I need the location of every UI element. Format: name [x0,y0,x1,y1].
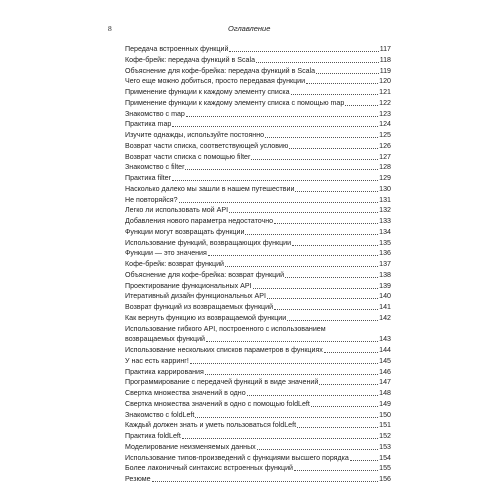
toc-entry-page: 136 [379,249,391,258]
running-title: Оглавление [228,24,271,33]
toc-entry-page: 119 [379,66,391,75]
toc-entry-page: 117 [379,45,391,53]
toc-dot-leader [186,116,378,117]
toc-entry-title: Использование типов-произведений с функциями высшего порядка [125,453,349,462]
toc-entry[interactable] [125,420,391,431]
toc-entry-title: Свертка множества значений в одно с помощью foldLeft [125,399,310,408]
toc-entry[interactable] [125,270,391,281]
toc-entry[interactable] [125,399,391,410]
toc-entry[interactable] [125,141,391,152]
toc-entry-page: 135 [379,238,391,247]
toc-entry[interactable] [125,87,391,98]
toc-dot-leader [229,212,378,213]
toc-entry-page: 134 [379,227,391,236]
toc-entry-title: Моделирование неизменяемых данных [125,442,256,451]
toc-entry-page: 156 [379,475,391,483]
toc-dot-leader [245,234,378,235]
toc-dot-leader [229,51,378,52]
toc-entry-title: Более лаконичный синтаксис встроенных функций [125,464,294,473]
toc-entry-page: 155 [379,464,391,473]
toc-entry-title: Знакомство с map [125,109,185,118]
toc-entry-page: 140 [379,292,391,301]
toc-entry[interactable] [125,291,391,302]
toc-dot-leader [291,94,379,95]
toc-entry[interactable] [125,66,391,77]
toc-entry[interactable] [125,216,391,227]
toc-dot-leader [287,320,378,321]
toc-entry-title: Кофе-брейк: передача функций в Scala [125,55,256,64]
toc-entry[interactable] [125,205,391,216]
toc-entry[interactable] [125,463,391,474]
toc-entry-page: 139 [379,281,391,290]
toc-dot-leader [289,148,378,149]
toc-dot-leader [182,438,378,439]
toc-entry-title: Функции — это значения [125,249,207,258]
toc-dot-leader [295,191,378,192]
toc-entry[interactable] [125,76,391,87]
toc-entry[interactable] [125,130,391,141]
toc-entry-title: Знакомство с foldLeft [125,410,195,419]
toc-entry[interactable] [125,44,391,55]
toc-entry-page: 118 [379,55,391,64]
toc-entry-page: 132 [379,206,391,215]
toc-entry[interactable] [125,367,391,378]
toc-entry-page: 145 [379,356,391,365]
toc-entry-title: Практика filter [125,174,171,182]
toc-entry-title: Свертка множества значений в одно [125,389,246,397]
toc-entry-title: Кофе-брейк: возврат функций [125,260,225,268]
toc-entry[interactable] [125,324,391,335]
toc-entry-title: Функции могут возвращать функции [125,227,245,236]
toc-entry-page: 126 [379,141,391,150]
toc-entry[interactable] [125,281,391,292]
toc-dot-leader [319,384,378,385]
toc-entry-title: Применение функции к каждому элементу списка с помощью map [125,98,345,107]
toc-entry-page: 120 [379,77,391,86]
toc-entry[interactable] [125,410,391,421]
toc-entry[interactable] [125,377,391,388]
toc-entry-page: 128 [379,163,391,172]
toc-dot-leader [205,374,378,375]
toc-dot-leader [256,62,379,63]
toc-entry-title: Возврат части списка, соответствующей условию [125,141,289,150]
toc-entry[interactable] [125,152,391,163]
toc-entry-title: Программирование с передачей функций в виде значений [125,378,319,387]
table-of-contents [125,44,391,485]
toc-entry-page: 149 [379,399,391,408]
toc-entry-page: 127 [379,152,391,161]
toc-dot-leader [172,126,378,127]
toc-dot-leader [251,159,378,160]
toc-dot-leader [294,470,378,471]
toc-entry-title: Использование функций, возвращающих функции [125,238,292,247]
toc-entry[interactable] [125,453,391,464]
toc-entry-page: 148 [379,389,391,397]
toc-entry[interactable] [125,356,391,367]
toc-dot-leader [274,309,378,310]
toc-dot-leader [152,481,379,482]
toc-dot-leader [257,449,378,450]
toc-entry-title: Изучите однажды, используйте постоянно [125,131,265,139]
toc-entry[interactable] [125,248,391,259]
toc-entry-page: 138 [379,270,391,279]
page-number: 8 [108,24,112,33]
toc-entry[interactable] [125,431,391,442]
toc-entry[interactable] [125,98,391,109]
toc-entry-page: 150 [379,410,391,419]
toc-dot-leader [316,73,379,74]
toc-entry-title: Итеративный дизайн функциональных API [125,292,266,301]
toc-entry-page: 141 [379,303,391,311]
toc-entry-page: 121 [379,88,391,96]
toc-entry-title: возвращаемых функций [125,335,205,344]
toc-entry-title: Практика foldLeft [125,432,181,440]
toc-entry[interactable] [125,162,391,173]
toc-entry-page: 152 [379,432,391,440]
toc-dot-leader [208,255,378,256]
toc-entry-title: Каждый должен знать и уметь пользоваться foldLeft [125,421,297,430]
toc-entry[interactable] [125,345,391,356]
toc-entry[interactable] [125,474,391,485]
toc-entry-page: 151 [379,421,391,430]
toc-entry[interactable] [125,334,391,345]
toc-dot-leader [225,266,378,267]
toc-dot-leader [265,137,378,138]
toc-entry-title: У нас есть карринг! [125,356,189,365]
toc-entry-title: Объяснение для кофе-брейка: передача функций в Scala [125,66,316,75]
toc-dot-leader [292,245,378,246]
toc-entry-page: 131 [379,195,391,204]
toc-entry[interactable] [125,109,391,120]
toc-entry-title: Использование нескольких списков параметров в функциях [125,346,323,354]
toc-entry-title: Практика map [125,120,172,129]
toc-entry[interactable] [125,388,391,399]
toc-dot-leader [185,169,378,170]
toc-dot-leader [297,427,378,428]
toc-entry-page: 143 [379,335,391,344]
toc-dot-leader [306,83,378,84]
toc-dot-leader [267,298,378,299]
toc-entry-page: 125 [379,131,391,139]
toc-entry-page: 130 [379,184,391,193]
toc-entry[interactable] [125,313,391,324]
toc-dot-leader [324,352,378,353]
toc-entry-title: Насколько далеко мы зашли в нашем путешествии [125,184,295,193]
toc-entry-page: 129 [379,174,391,182]
page-header [0,24,500,38]
toc-entry-page: 154 [379,453,391,462]
toc-dot-leader [285,277,378,278]
toc-entry[interactable] [125,238,391,249]
toc-entry-title: Не повторяйся? [125,195,178,204]
toc-dot-leader [350,460,378,461]
toc-entry-page: 147 [379,378,391,387]
toc-entry-title: Как вернуть функцию из возвращаемой функции [125,313,287,322]
toc-entry[interactable] [125,195,391,206]
toc-entry[interactable] [125,442,391,453]
toc-entry[interactable] [125,173,391,184]
toc-entry-page: 137 [379,260,391,268]
toc-entry-title: Передача встроенных функций [125,45,229,53]
toc-entry-title: Знакомство с filter [125,163,185,172]
toc-entry-page: 124 [379,120,391,129]
toc-dot-leader [172,180,378,181]
toc-entry[interactable] [125,184,391,195]
toc-dot-leader [179,202,379,203]
toc-entry-page: 144 [379,346,391,354]
toc-entry-page: 142 [379,313,391,322]
toc-entry-title: Добавления нового параметра недостаточно [125,217,274,225]
toc-entry-title: Возврат части списка с помощью filter [125,152,251,161]
toc-entry[interactable] [125,302,391,313]
toc-entry-page: 123 [379,109,391,118]
toc-entry-page: 146 [379,367,391,376]
toc-dot-leader [253,288,379,289]
toc-entry-title: Резюме [125,475,151,483]
toc-entry[interactable] [125,55,391,66]
toc-dot-leader [274,223,378,224]
toc-entry-title: Использование гибкого API, построенного с использованием [125,324,326,333]
toc-entry[interactable] [125,227,391,238]
toc-dot-leader [345,105,378,106]
toc-entry[interactable] [125,119,391,130]
toc-entry-title: Легко ли использовать мой API [125,206,229,215]
toc-entry-page: 133 [379,217,391,225]
toc-dot-leader [311,406,378,407]
toc-entry-page: 153 [379,442,391,451]
toc-dot-leader [247,395,378,396]
toc-dot-leader [195,417,378,418]
toc-entry-title: Практика каррирования [125,367,204,376]
toc-dot-leader [190,363,378,364]
toc-entry-title: Чего еще можно добиться, просто передавая функции [125,77,306,86]
toc-entry-title: Проектирование функциональных API [125,281,252,290]
toc-entry-title: Применение функции к каждому элементу списка [125,88,290,96]
toc-entry-title: Возврат функций из возвращаемых функций [125,303,274,311]
toc-entry-title: Объяснение для кофе-брейка: возврат функций [125,270,285,279]
toc-entry-page: 122 [379,98,391,107]
toc-dot-leader [206,341,378,342]
toc-entry[interactable] [125,259,391,270]
